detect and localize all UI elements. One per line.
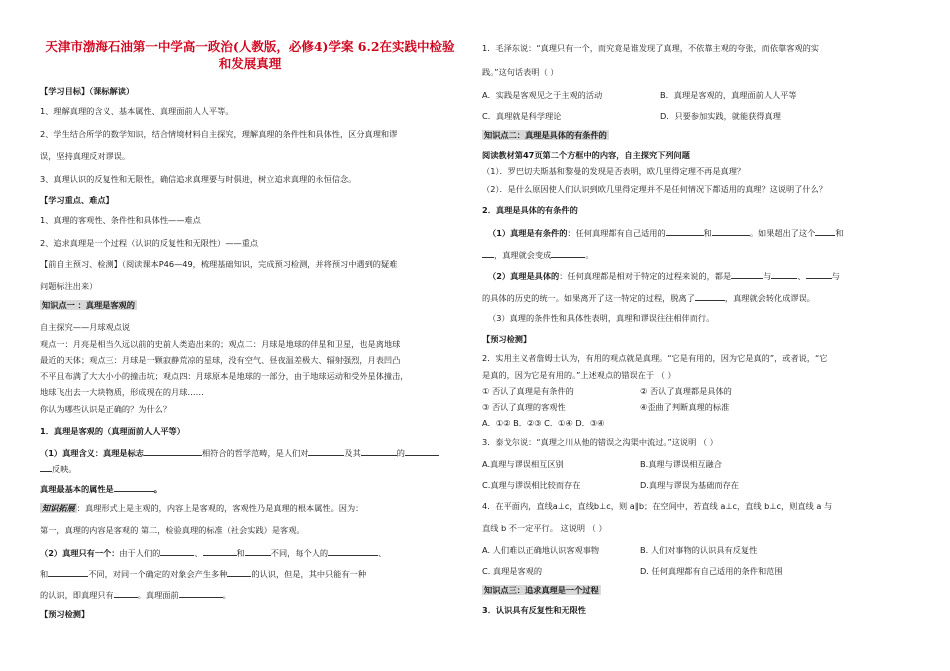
explore-title: 自主探究——月球观点说: [40, 322, 131, 332]
blank[interactable]: [482, 248, 494, 258]
goal-3: 3、真理认识的反复性和无限性，确信追求真理要与时俱进，树立追求真理的永恒信念。: [40, 174, 357, 184]
blank[interactable]: [666, 226, 704, 236]
view-line-4: 地球飞出去一大块物质，形成现在的月球……: [40, 387, 204, 397]
q4-line-a: 4．在平面内，直线a⊥c，直线b⊥c，则 a∥b；在空间中，若直线 a⊥c，直线 b⊥c，则直线 a 与: [482, 501, 833, 511]
key-heading: 【学习重点、难点】: [40, 195, 114, 205]
q2-statement-4: ④歪曲了判断真理的标准: [640, 402, 730, 412]
concrete-line-1: （2）真理是具体的：任何真理都是相对于特定的过程来说的，都是 与 、 与: [488, 271, 840, 281]
preview-heading-a: 【前自主预习、检测】（阅读课本P46—49，梳理基础知识，完成预习检测，并将预习中遇到的疑难: [40, 259, 398, 269]
extension-line-2: 第一，真理的内容是客观的 第二，检验真理的标准（社会实践）是客观。: [40, 525, 305, 535]
blank[interactable]: [308, 446, 344, 456]
q3-option-a: A.真理与谬误相互区别: [482, 459, 564, 469]
preview-heading-b: 问题标注出来）: [40, 281, 98, 291]
blank[interactable]: [245, 546, 271, 556]
blank[interactable]: [731, 269, 763, 279]
q4-option-d: D. 任何真理都有自己适用的条件和范围: [640, 566, 783, 576]
q4-line-b: 直线 b 不一定平行。 这说明 （ ）: [482, 523, 607, 533]
blank[interactable]: [712, 226, 750, 236]
blank[interactable]: [328, 546, 378, 556]
q2-statement-2: ② 否认了真理都是具体的: [640, 386, 732, 396]
reading-instruction: 阅读教材第47页第二个方框中的内容，自主探究下列问题: [482, 150, 690, 160]
title-line-2: 和发展真理: [218, 56, 282, 71]
blank[interactable]: [114, 588, 138, 598]
blank[interactable]: [40, 462, 52, 472]
title-line-1: 天津市渤海石油第一中学高一政治(人教版，必修4)学案 6.2在实践中检验: [45, 39, 455, 54]
goal-2a: 2、学生结合所学的数学知识，结合情境材料自主探究，理解真理的条件性和具体性，区分真理和谬: [40, 129, 398, 139]
q3-option-c: C.真理与谬误相比较而存在: [482, 480, 581, 490]
q4-option-a: A. 人们难以正确地认识客观事物: [482, 545, 600, 555]
blank[interactable]: [695, 291, 725, 301]
q2-statement-3: ③ 否认了真理的客观性: [482, 402, 566, 412]
q2-line-b: 是真的，因为它是有用的。”上述观点的错误在于 （ ）: [482, 370, 676, 380]
reading-question-2: （2）．是什么原因使人们认识到欧几里得定理并不是任何情况下都适用的真理？这说明了什么？: [482, 184, 827, 194]
section-2-heading: 2．真理是具体的有条件的: [482, 205, 578, 215]
knowledge-point-2: 知识点二：真理是具体的有条件的: [484, 130, 607, 140]
concrete-line-3: （3）真理的条件性和具体性表明，真理和谬误往往相伴而行。: [488, 313, 715, 323]
check-heading-right: 【预习检测】: [482, 334, 532, 344]
blank[interactable]: [771, 269, 797, 279]
knowledge-point-3: 知识点三：追求真理是一个过程: [484, 585, 599, 595]
extension-tag: 知识拓展: [42, 503, 75, 513]
key-1: 1、真理的客观性、条件性和具体性——难点: [40, 215, 201, 225]
question: 你认为哪些认识是正确的？为什么？: [40, 404, 172, 414]
goals-heading: 【学习目标】（课标解读）: [40, 86, 135, 96]
blank[interactable]: [179, 588, 223, 598]
section-3-heading: 3．认识具有反复性和无限性: [482, 605, 586, 615]
view-line-2: 最近的天体；观点三：月球是一颗寂静荒凉的星球，没有空气、昼夜温差极大、辐射强烈，月表凹凸: [40, 355, 401, 365]
reading-question-1: （1）．罗巴切夫斯基和黎曼的发现是否表明，欧几里得定理不再是真理？: [482, 166, 746, 176]
q1-option-a: A．实践是客观见之于主观的活动: [482, 90, 603, 100]
blank[interactable]: [227, 567, 251, 577]
only-one-line-3: 的认识，即真理只有 。真理面前 。: [40, 590, 231, 600]
q1-option-d: D．只要参加实践，就能获得真理: [660, 111, 781, 121]
q1-option-b: B．真理是客观的，真理面前人人平等: [660, 90, 797, 100]
q4-option-c: C. 真理是客观的: [482, 566, 543, 576]
check-heading-left: 【预习检测】: [40, 609, 90, 619]
conditional-line-2: ，真理就会变成 。: [482, 248, 594, 261]
extension-line: 知识拓展 ：真理形式上是主观的，内容上是客观的，客观性乃是真理的根本属性。因为：: [42, 503, 364, 513]
document-title: [40, 38, 460, 72]
q1-option-c: C．真理就是科学理论: [482, 111, 562, 121]
definition-line: （1）真理含义：真理是标志 相符合的哲学范畴，是人们对 及其 的: [40, 446, 439, 459]
blank[interactable]: [48, 567, 88, 577]
blank[interactable]: [361, 446, 397, 456]
section-1-heading: 1．真理是客观的（真理面前人人平等）: [40, 426, 185, 436]
blank[interactable]: [160, 546, 194, 556]
q1-line-b: 践。”这句话表明（ ）: [482, 67, 559, 77]
q3-option-d: D.真理与谬误为基础而存在: [640, 480, 739, 490]
q2-line-a: 2．实用主义者詹姆士认为，有用的观点就是真理。“它是有用的，因为它是真的”，或者说，“它: [482, 353, 828, 363]
attribute-line: 真理最基本的属性是 。: [40, 484, 162, 494]
blank[interactable]: [114, 482, 154, 492]
q2-statement-1: ① 否认了真理是有条件的: [482, 386, 574, 396]
view-line-3: 不平且布满了大大小小的撞击坑；观点四：月球原本是地球的一部分，由于地球运动和受外星体撞击，: [40, 371, 409, 381]
blank[interactable]: [815, 226, 835, 236]
q1-line-a: 1．毛泽东说：“真理只有一个，而究竟是谁发现了真理，不依靠主观的夸张，而依靠客观的实: [482, 43, 819, 53]
blank[interactable]: [144, 446, 202, 456]
definition-line-2: 反映。: [40, 462, 77, 475]
q2-options: A．①② B．②③ C．①④ D．③④: [482, 418, 605, 428]
q3-option-b: B.真理与谬误相互融合: [640, 459, 722, 469]
view-line-1: 观点一：月亮是相当久远以前的史前人类造出来的；观点二：月球是地球的伴星和卫星，也是离地球: [40, 339, 401, 349]
only-one-line-2: 和 不同，对同一个确定的对象会产生多种 的认识，但是，其中只能有一种: [40, 569, 367, 579]
q3-stem: 3．泰戈尔说：“真理之川从他的错误之沟渠中流过。”这说明 （ ）: [482, 437, 718, 447]
key-2: 2、追求真理是一个过程（认识的反复性和无限性）——重点: [40, 238, 259, 248]
concrete-line-2: 的具体的历史的统一。如果离开了这一特定的过程，脱离了 ，真理就会转化成谬误。: [482, 293, 815, 303]
blank[interactable]: [551, 248, 585, 258]
q4-option-b: B. 人们对事物的认识具有反复性: [640, 545, 758, 555]
goal-1: 1、理解真理的含义、基本属性、真理面前人人平等。: [40, 106, 234, 116]
blank[interactable]: [203, 546, 237, 556]
blank[interactable]: [405, 446, 439, 456]
only-one-line-1: （2）真理只有一个：由于人们的 、 和 不同，每个人的 、: [40, 548, 387, 558]
blank[interactable]: [806, 269, 832, 279]
goal-2b: 误，坚持真理反对谬误。: [40, 151, 131, 161]
conditional-line-1: （1）真理是有条件的：任何真理都有自己适用的 和 。如果超出了这个 和: [488, 228, 844, 238]
knowledge-point-1: 知识点一 ：真理是客观的: [42, 300, 135, 310]
